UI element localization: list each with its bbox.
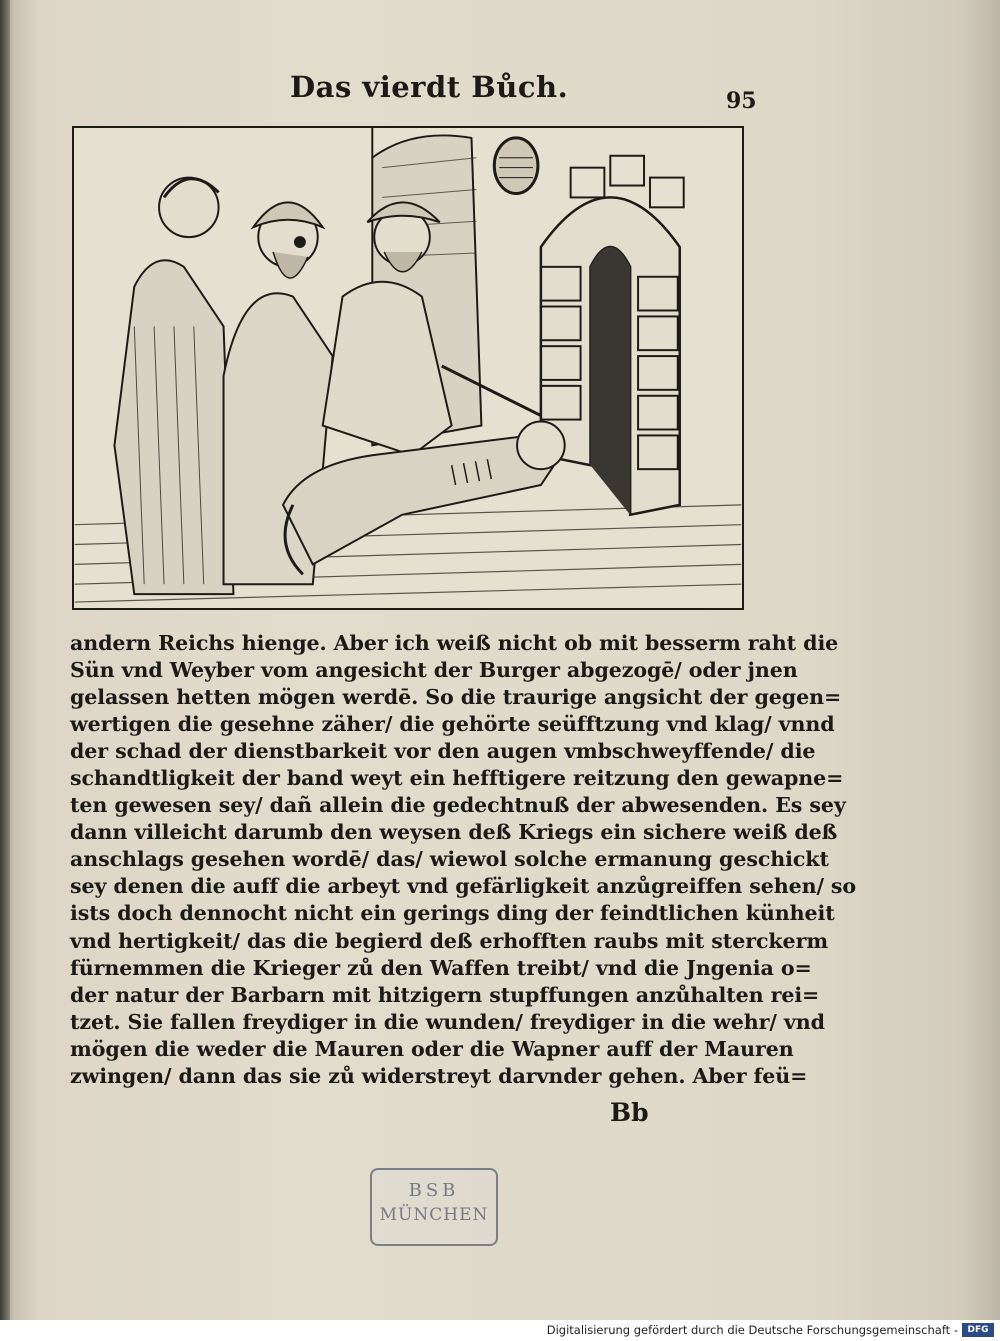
stamp-line-2: MÜNCHEN (379, 1205, 489, 1225)
stamp-line-1: BSB (408, 1180, 460, 1201)
text-line: ists doch dennocht nicht ein gerings ding der feindtlichen künheit (70, 901, 835, 926)
text-line: gelassen hetten mögen werdē. So die traurige angsicht der gegen= (70, 685, 842, 710)
text-line: der natur der Barbarn mit hitzigern stupffungen anzůhalten rei= (70, 982, 820, 1007)
signature-mark: Bb (610, 1098, 649, 1127)
woodcut-illustration (72, 126, 744, 610)
funding-notice: Digitalisierung gefördert durch die Deutsche Forschungsgemeinschaft - (546, 1323, 958, 1337)
text-line: fürnemmen die Krieger zů den Waffen treibt/ vnd die Jngenia o= (70, 955, 812, 980)
running-title: Das vierdt Bůch. (290, 70, 569, 104)
text-line: mögen die weder die Mauren oder die Wapner auff der Mauren (70, 1036, 794, 1061)
text-line: dann villeicht darumb den weysen deß Kriegs ein sichere weiß deß (70, 820, 838, 845)
text-line: der schad der dienstbarkeit vor den augen vmbschweyffende/ die (70, 739, 816, 764)
text-line: zwingen/ dann das sie zů widerstreyt darvnder gehen. Aber feü= (70, 1063, 808, 1088)
text-line: Sün vnd Weyber vom angesicht der Burger abgezogē/ oder jnen (70, 658, 798, 683)
gutter-shadow (0, 0, 10, 1320)
body-text (70, 630, 857, 1090)
text-line: sey denen die auff die arbeyt vnd gefärligkeit anzůgreiffen sehen/ so (70, 874, 857, 899)
text-line: tzet. Sie fallen freydiger in die wunden/ freydiger in die wehr/ vnd (70, 1009, 825, 1034)
woodcut-drawing (74, 128, 742, 608)
footer-bar (0, 1320, 1000, 1341)
dfg-logo-icon: DFG (962, 1323, 994, 1337)
library-stamp (370, 1168, 498, 1246)
text-line: ten gewesen sey/ dañ allein die gedechtnuß der abwesenden. Es sey (70, 793, 846, 818)
text-line: schandtligkeit der band weyt ein hefftigere reitzung den gewapne= (70, 766, 844, 791)
text-line: vnd hertigkeit/ das die begierd deß erhofften raubs mit sterckerm (70, 928, 829, 953)
text-line: anschlags gesehen wordē/ das/ wiewol solche ermanung geschickt (70, 847, 829, 872)
folio-number: 95 (726, 88, 757, 114)
text-line: wertigen die gesehne zäher/ die gehörte seüfftzung vnd klag/ vnnd (70, 712, 835, 737)
text-line: andern Reichs hienge. Aber ich weiß nicht ob mit besserm raht die (70, 631, 839, 655)
